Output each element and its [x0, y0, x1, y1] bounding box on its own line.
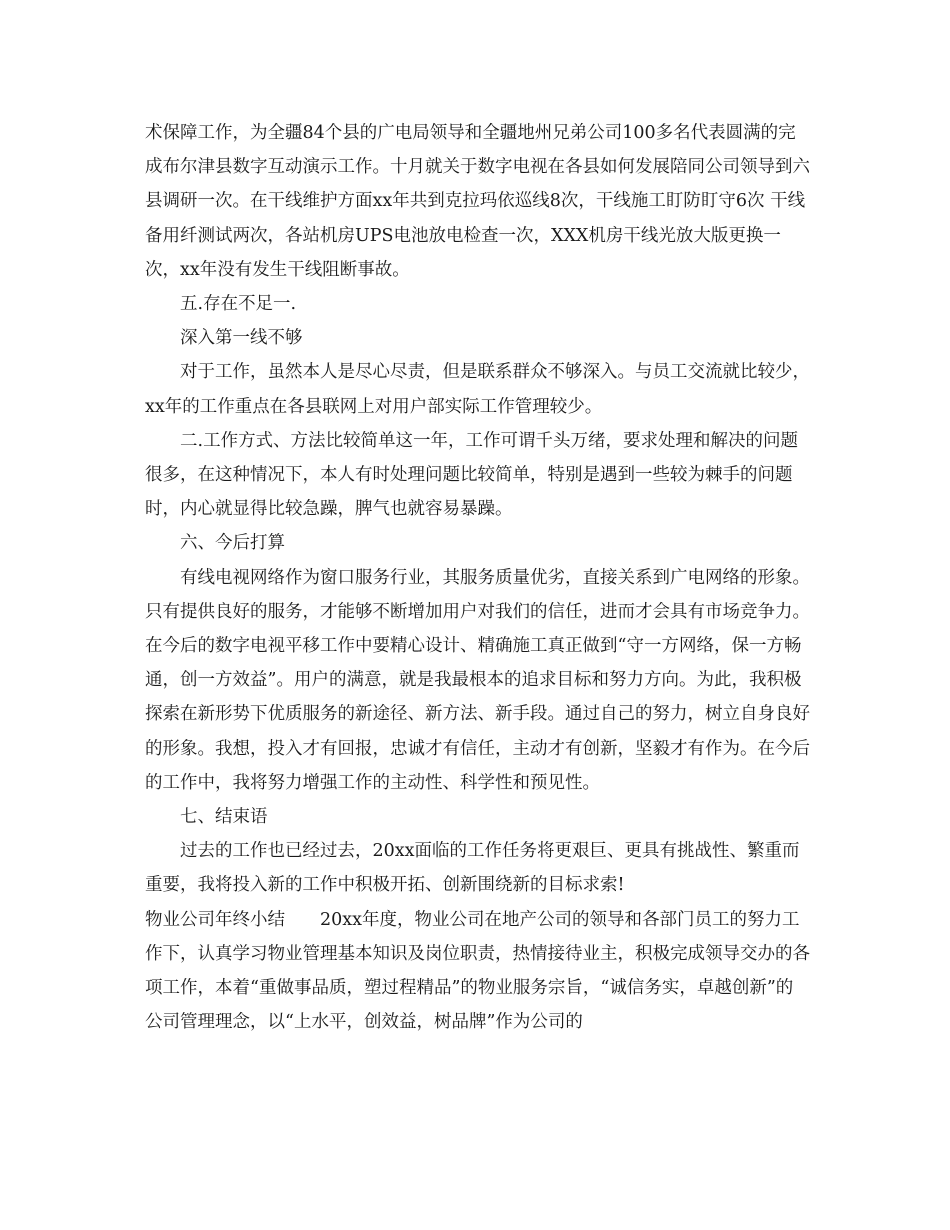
document-body — [145, 116, 810, 1039]
heading-shortcomings: 五.存在不足一. — [180, 294, 297, 315]
heading-conclusion: 七、结束语 — [180, 807, 268, 828]
paragraph-work-methods: 二.工作方式、方法比较简单这一年，工作可谓千头万绪，要求处理和解决的问题很多，在这种情况下，本人有时处理问题比较简单，特别是遇到一些较为棘手的问题时，内心就显得比较急躁，脾气也就容易暴躁。 — [145, 430, 799, 520]
paragraph-future-plans: 有线电视网络作为窗口服务行业，其服务质量优劣，直接关系到广电网络的形象。只有提供良好的服务，才能够不断增加用户对我们的信任，进而才会具有市场竞争力。在今后的数字电视平移工作中要精心设计、精确施工真正做到“守一方网络，保一方畅通，创一方效益”。用户的满意，就是我最根本的追求目标和努力方向。为此，我积极探索在新形势下优质服务的新途径、新方法、新手段。通过自己的努力，树立自身良好的形象。我想，投入才有回报，忠诚才有信任，主动才有创新，坚毅才有作为。在今后的工作中，我将努力增强工作的主动性、科学性和预见性。 — [145, 567, 810, 793]
paragraph-property-summary: 物业公司年终小结 20xx年度，物业公司在地产公司的领导和各部门员工的努力工作下，认真学习物业管理基本知识及岗位职责，热情接待业主，积极完成领导交办的各项工作，本着“重做事品质，塑过程精品”的物业服务宗旨，“诚信务实，卓越创新”的公司管理理念，以“上水平，创效益，树品牌”作为公司的 — [145, 909, 810, 1033]
paragraph-conclusion: 过去的工作也已经过去，20xx面临的工作任务将更艰巨、更具有挑战性、繁重而重要，我将投入新的工作中积极开拓、创新围绕新的目标求索! — [145, 841, 800, 896]
heading-future-plans: 六、今后打算 — [180, 533, 285, 554]
subheading-frontline: 深入第一线不够 — [180, 328, 303, 349]
paragraph-frontline: 对于工作，虽然本人是尽心尽责，但是联系群众不够深入。与员工交流就比较少，xx年的工作重点在各县联网上对用户部实际工作管理较少。 — [145, 362, 810, 417]
paragraph-tech-support: 术保障工作，为全疆84个县的广电局领导和全疆地州兄弟公司100多名代表圆满的完成布尔津县数字互动演示工作。十月就关于数字电视在各县如何发展陪同公司领导到六县调研一次。在干线维护方面xx年共到克拉玛依巡线8次，干线施工盯防盯守6次 干线备用纤测试两次，各站机房UPS电池放电检查一次，XXX机房干线光放大版更换一次，xx年没有发生干线阻断事故。 — [145, 123, 810, 280]
